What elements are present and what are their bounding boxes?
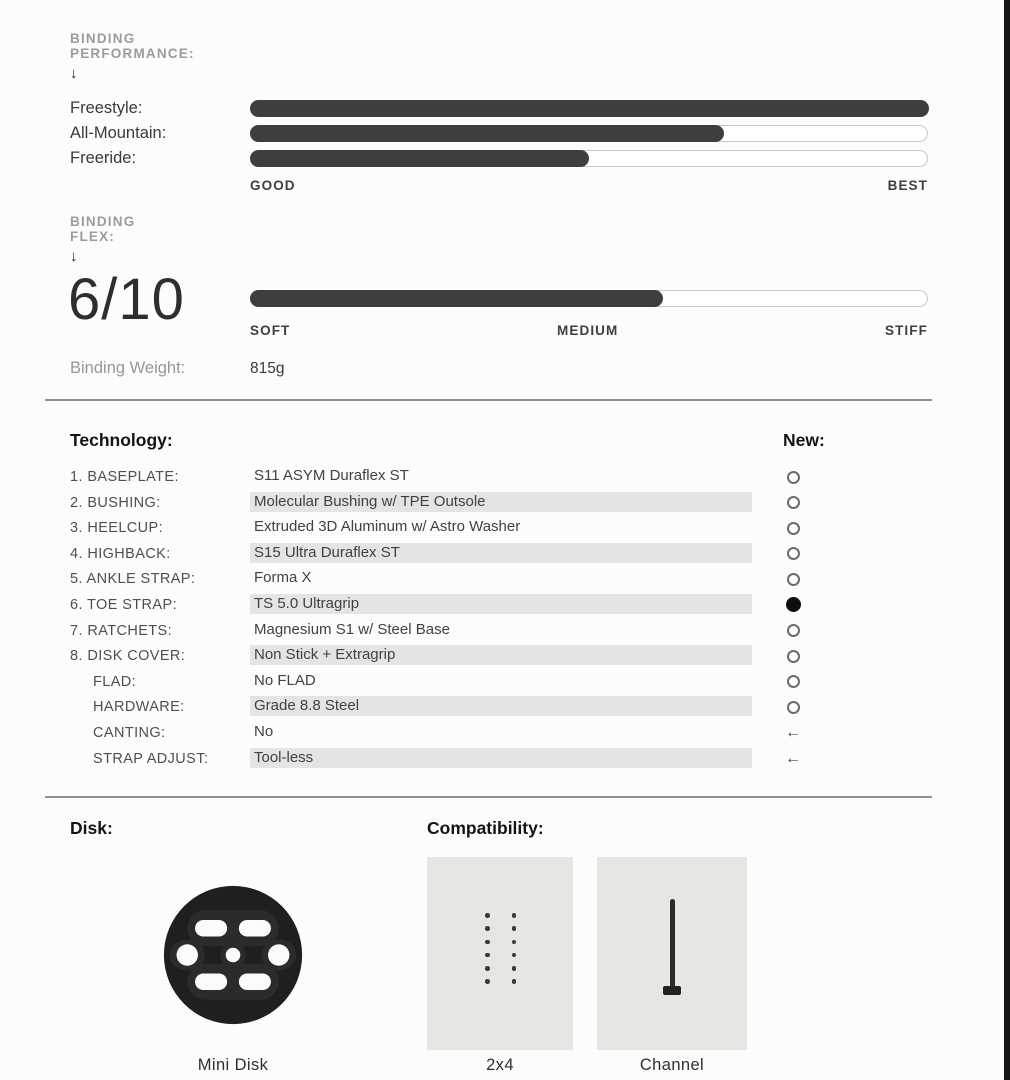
technology-row-label: 8. DISK COVER: [70,648,186,665]
technology-row [70,618,830,644]
carryover-arrow-icon: ← [785,749,801,767]
mini-disk-label: Mini Disk [197,1056,269,1074]
technology-row [70,566,830,592]
disk-heading: Disk: [70,818,113,838]
new-circle-empty-icon [783,544,803,564]
technology-row-value: S15 Ultra Duraflex ST [250,543,752,563]
technology-row-value: Molecular Bushing w/ TPE Outsole [250,492,752,512]
technology-row-label: 1. BASEPLATE: [70,469,179,485]
technology-row-label: 4. HIGHBACK: [70,545,171,562]
scale-medium-label: MEDIUM [557,323,619,338]
flex-scale [250,323,928,338]
technology-row-label: STRAP ADJUST: [93,750,209,767]
page-edge-strip [1004,0,1010,1080]
insert-dot [485,979,490,984]
new-circle-empty-icon [783,697,803,717]
new-circle-empty-icon [783,569,803,589]
technology-heading: Technology: [70,430,173,450]
flex-bar-fill [250,290,664,307]
technology-row [70,720,830,746]
technology-row-value: No FLAD [254,671,316,689]
performance-bar-row [70,100,928,117]
performance-bar-fill [250,100,929,117]
binding-weight-value: 815g [250,360,285,377]
channel-rail-icon [670,899,675,990]
performance-bar-label: Freestyle: [70,99,143,117]
technology-row [70,464,830,490]
technology-row-label: 7. RATCHETS: [70,622,173,639]
technology-row [70,694,830,720]
insert-dot [512,926,517,931]
technology-row-value: Magnesium S1 w/ Steel Base [254,620,450,638]
new-column-heading: New: [783,430,825,450]
section-divider [45,796,932,798]
2x4-dot-pattern [485,913,516,984]
scale-best-label: BEST [887,178,928,193]
mini-disk-image [160,882,306,1028]
new-circle-empty-icon [783,672,803,692]
technology-row-label: HARDWARE: [93,699,185,716]
performance-heading: BINDING PERFORMANCE: [70,31,195,61]
flex-heading: BINDING FLEX: [70,214,136,244]
insert-dot [512,940,517,945]
new-circle-empty-icon [783,467,803,487]
performance-bar-fill [250,125,725,142]
scale-good-label: GOOD [250,178,296,193]
channel-rail-base [663,986,681,995]
technology-row-value: Tool-less [250,748,752,768]
technology-row [70,490,830,516]
performance-bar-label: All-Mountain: [70,124,167,142]
compat-channel-label: Channel [639,1056,705,1074]
arrow-down-icon: ↓ [70,65,78,82]
performance-bar-label: Freeride: [70,149,137,167]
new-circle-empty-icon [783,646,803,666]
technology-row-value: S11 ASYM Duraflex ST [254,467,409,484]
new-circle-filled-icon [783,595,803,615]
technology-row-value: Grade 8.8 Steel [250,696,752,716]
technology-row-label: 6. TOE STRAP: [70,596,178,613]
insert-dot [512,966,517,971]
compat-2x4-image [427,857,573,1050]
performance-scale [250,178,928,193]
compatibility-heading: Compatibility: [427,818,544,838]
new-circle-empty-icon [783,621,803,641]
performance-bar-track [250,150,928,167]
flex-rating: 6/10 [68,267,185,332]
technology-row-value: TS 5.0 Ultragrip [250,594,752,614]
insert-dot [512,913,517,918]
technology-row [70,515,830,541]
insert-dot [512,953,517,958]
compat-channel-image [597,857,747,1050]
technology-row-label: FLAD: [93,673,137,690]
section-divider [45,399,932,401]
flex-bar-track [250,290,928,307]
technology-row [70,746,830,772]
compat-2x4-label: 2x4 [486,1056,514,1074]
new-circle-empty-icon [783,518,803,538]
technology-row-value: Non Stick + Extragrip [250,645,752,665]
insert-dot [485,940,490,945]
performance-bar-track [250,125,928,142]
technology-row-value: Extruded 3D Aluminum w/ Astro Washer [254,518,521,536]
performance-bar-fill [250,150,590,167]
technology-row [70,592,830,618]
technology-row-value: No [254,722,274,740]
technology-row [70,669,830,695]
technology-row [70,643,830,669]
technology-row-label: 3. HEELCUP: [70,520,164,537]
insert-dot [485,953,490,958]
scale-soft-label: SOFT [250,323,291,338]
performance-bar-row [70,125,928,142]
insert-dot [485,913,490,918]
technology-row-label: 5. ANKLE STRAP: [70,571,196,588]
insert-dot [485,966,490,971]
performance-bar-row [70,150,928,167]
new-circle-empty-icon [783,493,803,513]
binding-weight-label: Binding Weight: [70,359,186,377]
technology-row-label: 2. BUSHING: [70,494,161,511]
arrow-down-icon: ↓ [70,248,78,265]
technology-row-value: Forma X [254,569,312,587]
insert-dot [485,926,490,931]
technology-row [70,541,830,567]
technology-table [70,464,830,771]
scale-stiff-label: STIFF [884,323,928,338]
insert-dot [512,979,517,984]
technology-row-label: CANTING: [93,724,166,741]
carryover-arrow-icon: ← [785,723,801,741]
performance-bar-track [250,100,928,117]
